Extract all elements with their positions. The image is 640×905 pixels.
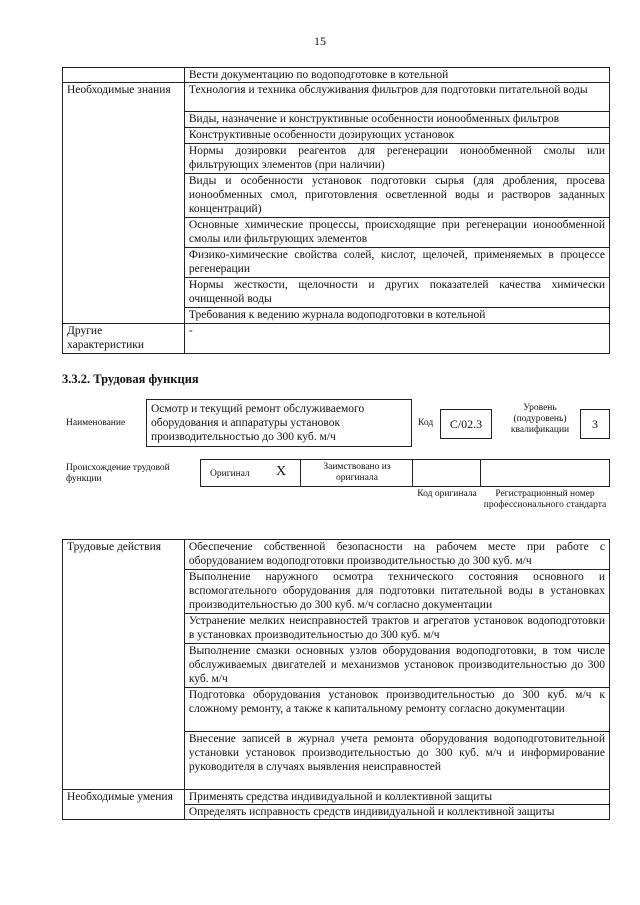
table-cell: Нормы дозировки реагентов для регенерации ионообменной смолы или фильтрующих элементов (при наличии) [184, 144, 609, 174]
table-cell: Нормы жесткости, щелочности и других показателей качества химически очищенной воды [184, 278, 609, 308]
level-label: Уровень (подуровень) квалификации [510, 403, 570, 435]
name-label: Наименование [66, 418, 126, 428]
skills-label: Необходимые умения [63, 790, 185, 820]
table-cell: Требования к ведению журнала водоподготовки в котельной [184, 308, 609, 324]
divider [300, 459, 301, 487]
knowledge-table [62, 67, 610, 354]
section-title: 3.3.2. Трудовая функция [62, 372, 199, 386]
table-cell: Вести документацию по водоподготовке в котельной [184, 68, 609, 83]
table-cell: Физико-химические свойства солей, кислот, щелочей, применяемых в процессе регенерации [184, 248, 609, 278]
table-cell: Основные химические процессы, происходящие при регенерации ионообменной смолы или фильтрующих элементов [184, 218, 609, 248]
code-original-label: Код оригинала [417, 489, 477, 499]
page-number: 15 [314, 34, 326, 48]
divider [412, 459, 413, 487]
empty-cell [63, 68, 185, 83]
table-cell: Подготовка оборудования установок производительностью до 300 куб. м/ч к сложному ремонту, а также к капитальному ремонту согласно документации [184, 688, 609, 732]
divider [480, 459, 481, 487]
code-value-text: С/02.3 [449, 417, 483, 431]
table-cell: Обеспечение собственной безопасности на рабочем месте при работе с оборудованием водоподготовки производительностью до 300 куб. м/ч [184, 540, 609, 570]
table-cell: Технология и техника обслуживания фильтров для подготовки питательной воды [184, 83, 609, 112]
level-value-text: 3 [592, 417, 598, 431]
table-cell: Конструктивные особенности дозирующих установок [184, 128, 609, 144]
registration-label: Регистрационный номер профессионального стандарта [483, 489, 607, 510]
name-value [146, 399, 412, 447]
other-value: - [184, 324, 609, 354]
level-value [580, 409, 610, 439]
code-label: Код [418, 418, 434, 428]
actions-table [62, 539, 610, 820]
table-cell: Внесение записей в журнал учета ремонта оборудования водоподготовительной установки установок производительностью до 300 куб. м/ч и информирование руководителя в случаях выявления неисправностей [184, 732, 609, 790]
table-cell: Устранение мелких неисправностей трактов и агрегатов установок водоподготовки в установках производительностью до 300 куб. м/ч [184, 614, 609, 644]
actions-label: Трудовые действия [63, 540, 185, 790]
original-mark: X [276, 464, 287, 479]
table-cell: Выполнение смазки основных узлов оборудования водоподготовки, в том числе обслуживаемых двигателей и механизмов установок производительностью до 300 куб. м/ч [184, 644, 609, 688]
borrowed-label: Заимствовано из оригинала [323, 462, 391, 483]
original-label: Оригинал [210, 469, 250, 479]
other-label: Другие характеристики [63, 324, 185, 354]
table-cell: Выполнение наружного осмотра технического состояния основного и вспомогательного оборудования для подготовки питательной воды в установках производительностью до 300 куб. м/ч согласно документации [184, 570, 609, 614]
table-cell: Применять средства индивидуальной и коллективной защиты [184, 790, 609, 805]
origin-label: Происхождение трудовой функции [66, 463, 170, 484]
name-value-text: Осмотр и текущий ремонт обслуживаемого оборудования и аппаратуры установок производительностью до 300 куб. м/ч [151, 403, 365, 443]
code-value [440, 409, 492, 439]
table-cell: Виды и особенности установок подготовки сырья (для дробления, просева ионообменных смол, приготовления осветленной воды и растворов заданных концентраций) [184, 174, 609, 218]
knowledge-label: Необходимые знания [63, 83, 185, 324]
table-cell: Виды, назначение и конструктивные особенности ионообменных фильтров [184, 112, 609, 128]
table-cell: Определять исправность средств индивидуальной и коллективной защиты [184, 805, 609, 820]
